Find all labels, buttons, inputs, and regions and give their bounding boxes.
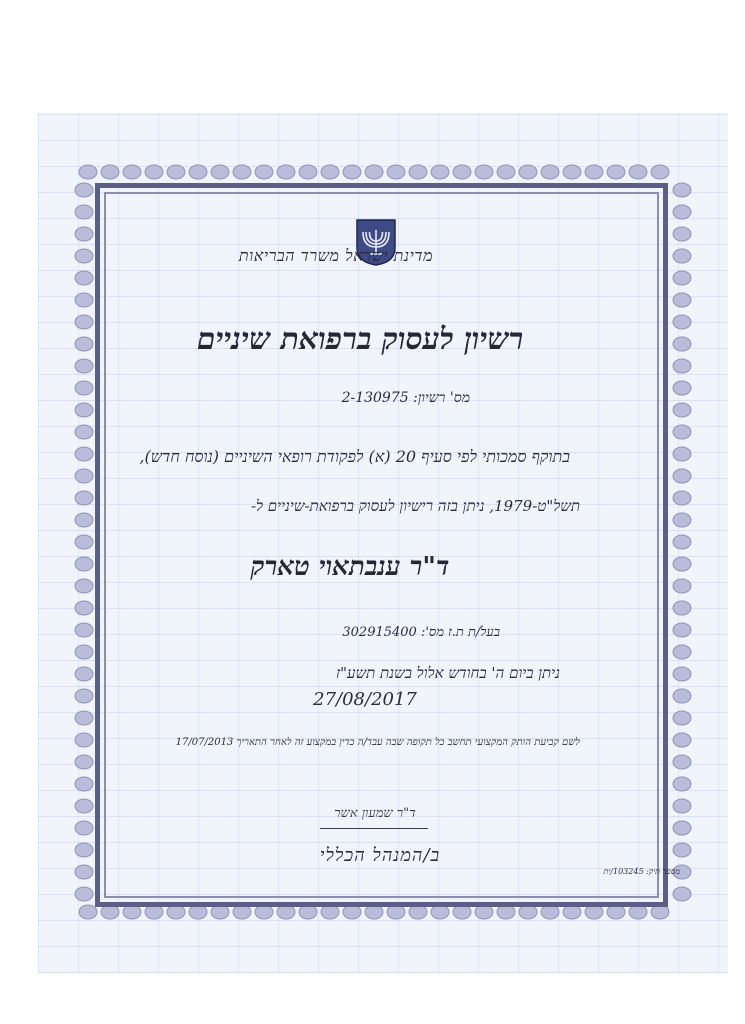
ministry-header: מדינת ישראל משרד הבריאות (238, 246, 434, 265)
inner-frame (104, 192, 659, 898)
grant-statement: תשל"ט-1979, ניתן בזה רישיון לעסוק ברפואת-שיניים ל- (250, 497, 580, 515)
signer-role: ב/המנהל הכללי (319, 845, 441, 866)
authority-statement: בתוקף סמכותי לפי סעיף 20 (א) לפקודת רופאי השיניים (נוסח חדש), (139, 447, 570, 466)
issued-on-text: ניתן ביום ה' בחודש אלול בשנת תשע"ז (335, 664, 560, 682)
signature-line (320, 828, 428, 829)
id-number: בעל/ת ת.ז מס': 302915400 (342, 625, 500, 640)
file-serial: מספר תיק: 103245/ית (603, 867, 680, 876)
issue-date: 27/08/2017 (313, 689, 417, 710)
signature: ד"ר שמעון אשר (334, 806, 416, 821)
certificate-title: רשיון לעסוק ברפואת שיניים (196, 322, 524, 357)
seniority-note: לשם קביעת הותק המקצועי תחשב כל תקופה שבה עבד/ה כדין במקצוע זה לאחר התאריך 17/07/2013 (175, 737, 580, 748)
license-holder-name: ד"ר ענבתאוי טארק (250, 552, 450, 582)
license-number: מס' רשיון: 2-130975 (341, 390, 470, 406)
